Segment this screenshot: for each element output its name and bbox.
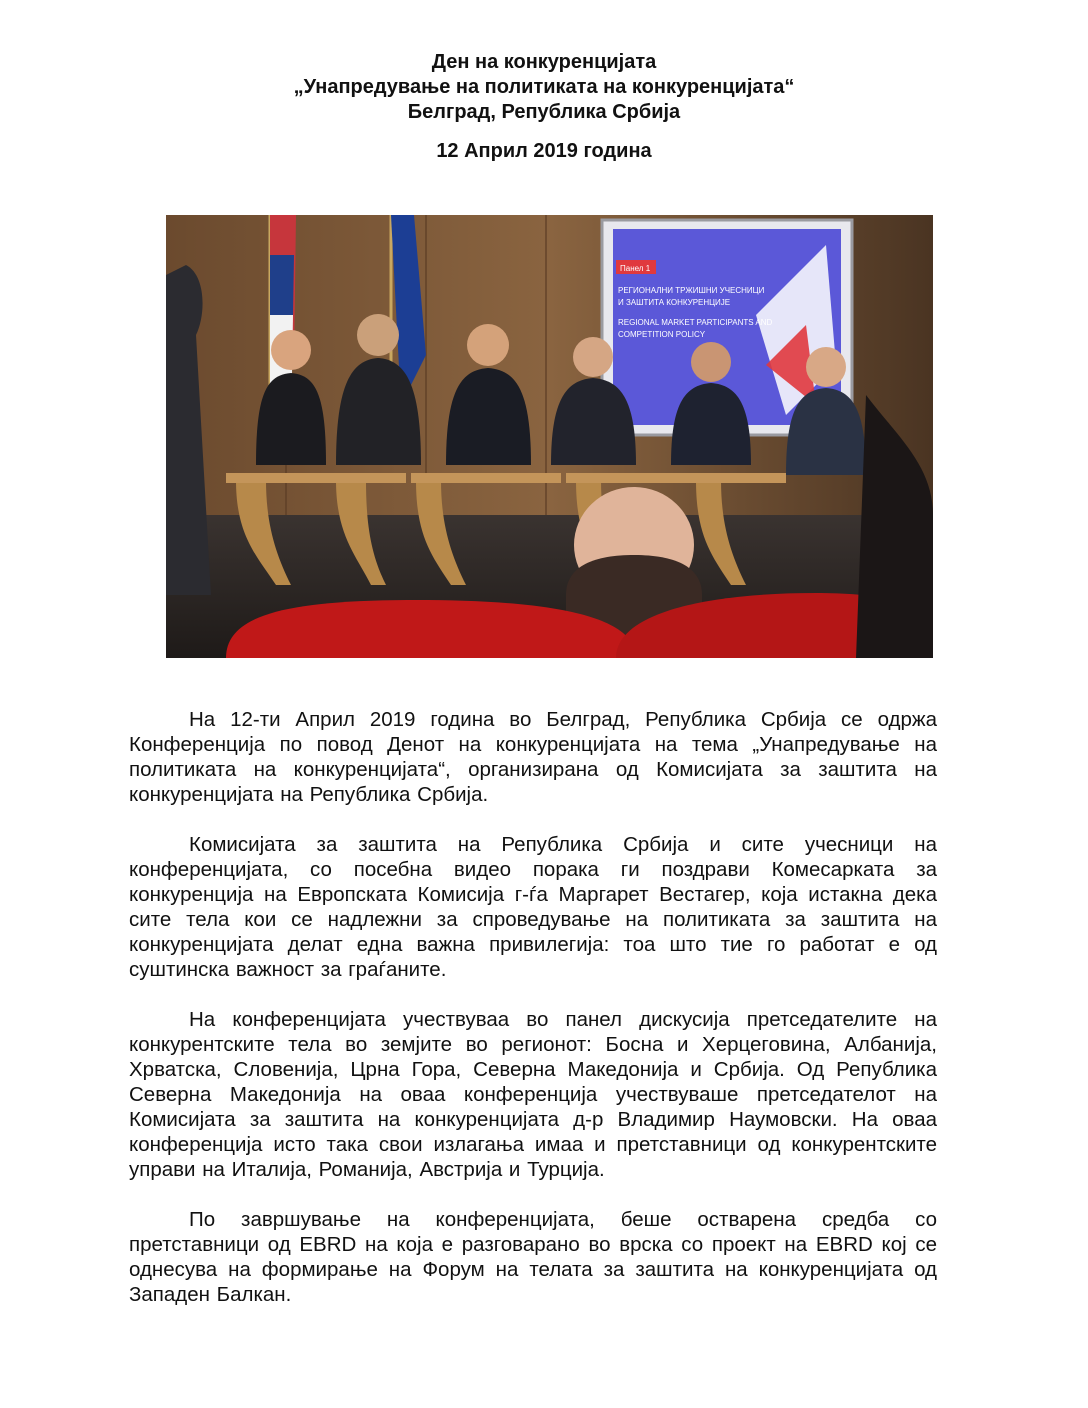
conference-photo [166,215,933,658]
slide-title-line2: И ЗАШТИТА КОНКУРЕНЦИЈЕ [618,298,731,307]
event-date: 12 Април 2019 година [436,140,652,162]
event-title: Ден на конкуренцијата [431,51,657,73]
event-location: Белград, Република Србија [407,101,681,123]
paragraph: По завршување на конференцијата, беше остварена средба со претставници од EBRD на која е разговарано во врска со проект на EBRD кој се однесува на формирање на Форум на телата за заштита на конкуренцијата од Западен Балкан. [129,1208,937,1306]
paragraph: Комисијата за заштита на Република Србија и сите учесници на конференцијата, со посебна видео порака ги поздрави Комесарката за конкуренција на Европската Комисија г-ѓа Маргарет Вестагер, која истакна дека сите тела кои се надлежни за спроведување на политиката за заштита на конкуренцијата делат една важна привилегија: тоа што тие го работат е од суштинска важност за граѓаните. [129,833,937,981]
event-theme: „Унапредување на политиката на конкуренцијата“ [293,76,795,98]
slide-label: Панел 1 [620,264,651,273]
paragraph: На 12-ти Април 2019 година во Белград, Република Србија се одржа Конференција по повод Денот на конкуренцијата на тема „Унапредување на политиката на конкуренцијата“, организирана од Комисијата за заштита на конкуренцијата на Република Србија. [129,708,937,806]
slide-title-line4: COMPETITION POLICY [618,330,706,339]
document-body [129,707,937,1332]
slide-title-line3: REGIONAL MARKET PARTICIPANTS AND [618,318,773,327]
paragraph: На конференцијата учествуваа во панел дискусија претседателите на конкурентските тела во земјите во регионот: Босна и Херцеговина, Албанија, Хрватска, Словенија, Црна Гора, Северна Македонија и Србија. Од Република Северна Македонија на оваа конференција учествуваше претседателот на Комисијата за заштита на конкуренцијата д-р Владимир Наумовски. На оваа конференција исто така свои излагања имаа и претставници од конкурентските управи на Италија, Романија, Австрија и Турција. [129,1008,937,1181]
document-header [0,50,1088,164]
slide-title-line1: РЕГИОНАЛНИ ТРЖИШНИ УЧЕСНИЦИ [618,286,765,295]
